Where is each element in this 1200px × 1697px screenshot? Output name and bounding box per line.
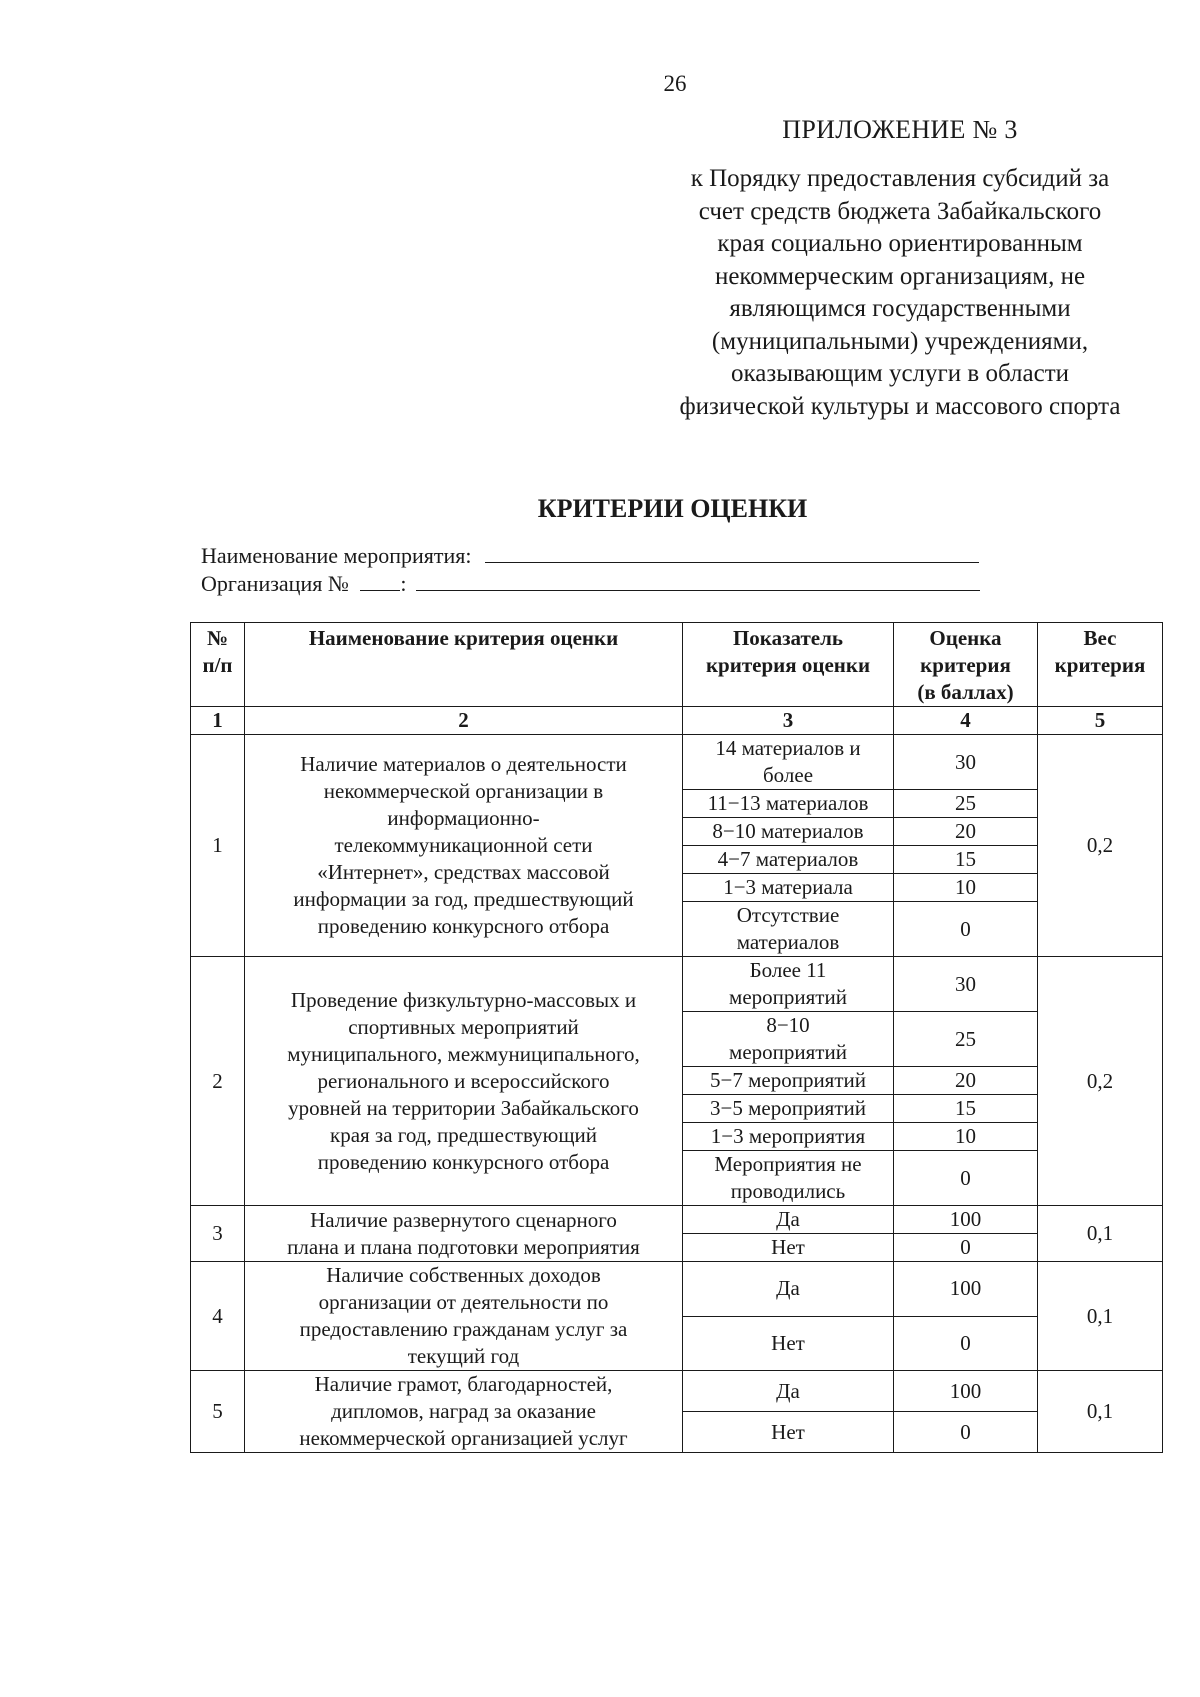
criterion-name — [245, 1206, 683, 1262]
column-number-row — [191, 707, 1163, 735]
criteria-table — [190, 622, 1163, 1453]
table-row — [191, 735, 1163, 790]
criterion-score: 30 — [894, 735, 1038, 790]
criterion-score: 20 — [894, 1067, 1038, 1095]
cell-text-line: Да — [776, 1207, 800, 1231]
event-name-blank[interactable] — [485, 544, 979, 563]
cell-text-line: п/п — [202, 653, 233, 677]
column-number: 5 — [1038, 707, 1163, 735]
organization-field — [201, 571, 980, 597]
cell-text-line: регионального и всероссийского — [317, 1068, 610, 1093]
criterion-score: 15 — [894, 846, 1038, 874]
criterion-score: 25 — [894, 1012, 1038, 1067]
cell-text-line: края за год, предшествующий — [330, 1122, 597, 1147]
cell-text-line: Вес — [1083, 626, 1117, 650]
criterion-number: 3 — [191, 1206, 245, 1262]
criterion-score: 15 — [894, 1095, 1038, 1123]
cell-text-line: Более 11 — [749, 958, 827, 982]
organization-name-blank[interactable] — [416, 572, 980, 591]
appendix-title: ПРИЛОЖЕНИЕ № 3 — [782, 115, 1018, 144]
appendix-description — [630, 163, 1170, 423]
criterion-indicator — [683, 1095, 894, 1123]
cell-text-line: Наличие развернутого сценарного — [310, 1207, 617, 1232]
cell-text-line: проводились — [730, 1179, 846, 1203]
cell-text-line: информационно- — [387, 806, 540, 830]
cell-text-line: 3−5 мероприятий — [710, 1096, 866, 1120]
cell-text-line: предоставлению гражданам услуг за — [299, 1317, 628, 1341]
cell-text-line: 5−7 мероприятий — [710, 1068, 866, 1092]
criterion-name — [245, 1262, 683, 1371]
criterion-score: 0 — [894, 902, 1038, 957]
criterion-number: 1 — [191, 735, 245, 957]
criterion-score: 25 — [894, 790, 1038, 818]
criterion-score: 0 — [894, 1412, 1038, 1453]
criterion-score: 100 — [894, 1206, 1038, 1234]
cell-text-line: 4−7 материалов — [717, 847, 859, 871]
cell-text-line: Наличие собственных доходов — [326, 1263, 601, 1287]
criterion-indicator — [683, 957, 894, 1012]
cell-text-line: Да — [776, 1276, 800, 1301]
cell-text-line: 14 материалов и — [715, 736, 861, 760]
column-header — [191, 623, 245, 707]
criterion-indicator — [683, 1371, 894, 1412]
cell-text-line: № — [206, 626, 229, 650]
document-heading: КРИТЕРИИ ОЦЕНКИ — [537, 494, 808, 523]
cell-text-line: муниципального, межмуниципального, — [287, 1041, 640, 1066]
cell-text-line: 8−10 — [766, 1013, 810, 1037]
cell-text-line: Отсутствие — [736, 903, 840, 927]
criterion-score: 10 — [894, 1123, 1038, 1151]
criterion-indicator — [683, 1012, 894, 1067]
cell-text-line: 11−13 материалов — [707, 791, 869, 815]
criterion-indicator — [683, 1067, 894, 1095]
cell-text-line: проведению конкурсного отбора — [317, 1149, 610, 1174]
cell-text-line: телекоммуникационной сети — [334, 833, 593, 857]
criterion-score: 20 — [894, 818, 1038, 846]
cell-text-line: Показатель — [732, 626, 844, 650]
criterion-name — [245, 735, 683, 957]
criterion-number: 4 — [191, 1262, 245, 1371]
appendix-description-line: (муниципальными) учреждениями, — [711, 327, 1089, 355]
cell-text-line: Нет — [771, 1419, 805, 1444]
column-number: 3 — [683, 707, 894, 735]
cell-text-line: уровней на территории Забайкальского — [288, 1095, 639, 1120]
cell-text-line: спортивных мероприятий — [348, 1014, 579, 1039]
cell-text-line: более — [762, 763, 814, 787]
cell-text-line: Оценка — [929, 626, 1002, 650]
cell-text-line: критерия — [1054, 653, 1146, 677]
cell-text-line: Наличие материалов о деятельности — [300, 752, 627, 776]
cell-text-line: текущий год — [407, 1344, 520, 1368]
criterion-indicator — [683, 1412, 894, 1453]
cell-text-line: критерия оценки — [705, 653, 871, 677]
criterion-weight: 0,1 — [1038, 1206, 1163, 1262]
table-row — [191, 1206, 1163, 1234]
criterion-indicator — [683, 1123, 894, 1151]
appendix-description-line: счет средств бюджета Забайкальского — [698, 197, 1102, 225]
cell-text-line: Да — [776, 1378, 800, 1403]
cell-text-line: Наличие грамот, благодарностей, — [314, 1372, 613, 1396]
table-row — [191, 957, 1163, 1012]
column-header — [245, 623, 683, 707]
criterion-score: 10 — [894, 874, 1038, 902]
criterion-indicator — [683, 902, 894, 957]
criterion-indicator — [683, 1206, 894, 1234]
criterion-indicator — [683, 846, 894, 874]
criterion-indicator — [683, 1316, 894, 1371]
cell-text-line: «Интернет», средствах массовой — [317, 860, 610, 884]
organization-number-blank[interactable] — [360, 572, 400, 591]
criterion-indicator — [683, 735, 894, 790]
column-number: 2 — [245, 707, 683, 735]
appendix-description-line: являющимся государственными — [729, 295, 1071, 322]
cell-text-line: 8−10 материалов — [712, 819, 864, 843]
criterion-indicator — [683, 1234, 894, 1262]
header-row — [191, 623, 1163, 707]
table-row — [191, 1371, 1163, 1412]
appendix-description-line: оказывающим услуги в области — [730, 360, 1070, 387]
organization-label-prefix: Организация № — [201, 571, 349, 596]
criterion-score: 0 — [894, 1234, 1038, 1262]
appendix-description-line: некоммерческим организациям, не — [714, 262, 1086, 290]
appendix-description-line: края социально ориентированным — [717, 230, 1083, 257]
criterion-indicator — [683, 790, 894, 818]
cell-text-line: материалов — [736, 930, 840, 954]
page-number: 26 — [663, 71, 687, 96]
event-name-label: Наименование мероприятия: — [201, 543, 472, 568]
criterion-name — [245, 1371, 683, 1453]
cell-text-line: дипломов, наград за оказание — [331, 1399, 596, 1423]
cell-text-line: мероприятий — [729, 1040, 847, 1064]
criterion-weight: 0,2 — [1038, 735, 1163, 957]
criterion-weight: 0,1 — [1038, 1262, 1163, 1371]
appendix-description-line: к Порядку предоставления субсидий за — [690, 165, 1110, 192]
cell-text-line: Нет — [771, 1235, 805, 1259]
column-header — [894, 623, 1038, 707]
cell-text-line: 1−3 мероприятия — [710, 1124, 866, 1148]
cell-text-line: (в баллах) — [917, 680, 1014, 704]
cell-text-line: Проведение физкультурно-массовых и — [290, 987, 637, 1012]
table-row — [191, 1262, 1163, 1317]
column-number: 4 — [894, 707, 1038, 735]
organization-label-suffix: : — [400, 571, 407, 596]
cell-text-line: Наименование критерия оценки — [308, 626, 619, 650]
criteria-table-body — [191, 735, 1163, 1453]
criterion-name — [245, 957, 683, 1206]
criterion-weight: 0,2 — [1038, 957, 1163, 1206]
cell-text-line: информации за год, предшествующий — [293, 887, 634, 911]
cell-text-line: некоммерческой организацией услуг — [299, 1426, 628, 1450]
cell-text-line: организации от деятельности по — [318, 1290, 609, 1314]
cell-text-line: Нет — [771, 1330, 805, 1355]
criterion-score: 0 — [894, 1151, 1038, 1206]
criterion-weight: 0,1 — [1038, 1371, 1163, 1453]
criterion-score: 100 — [894, 1262, 1038, 1317]
criterion-number: 2 — [191, 957, 245, 1206]
cell-text-line: мероприятий — [729, 985, 847, 1009]
criteria-table-header — [191, 623, 1163, 735]
criterion-score: 100 — [894, 1371, 1038, 1412]
column-number: 1 — [191, 707, 245, 735]
criterion-indicator — [683, 874, 894, 902]
cell-text-line: 1−3 материала — [723, 875, 853, 899]
cell-text-line: критерия — [920, 653, 1011, 677]
criterion-indicator — [683, 1151, 894, 1206]
cell-text-line: проведению конкурсного отбора — [317, 914, 610, 938]
cell-text-line: Мероприятия не — [714, 1152, 862, 1176]
column-header — [1038, 623, 1163, 707]
criterion-indicator — [683, 818, 894, 846]
criterion-indicator — [683, 1262, 894, 1317]
criterion-score: 30 — [894, 957, 1038, 1012]
appendix-description-line: физической культуры и массового спорта — [679, 392, 1121, 420]
event-name-field — [201, 543, 979, 569]
criterion-score: 0 — [894, 1316, 1038, 1371]
column-header — [683, 623, 894, 707]
cell-text-line: плана и плана подготовки мероприятия — [287, 1234, 640, 1259]
cell-text-line: некоммерческой организации в — [323, 779, 604, 803]
criterion-number: 5 — [191, 1371, 245, 1453]
